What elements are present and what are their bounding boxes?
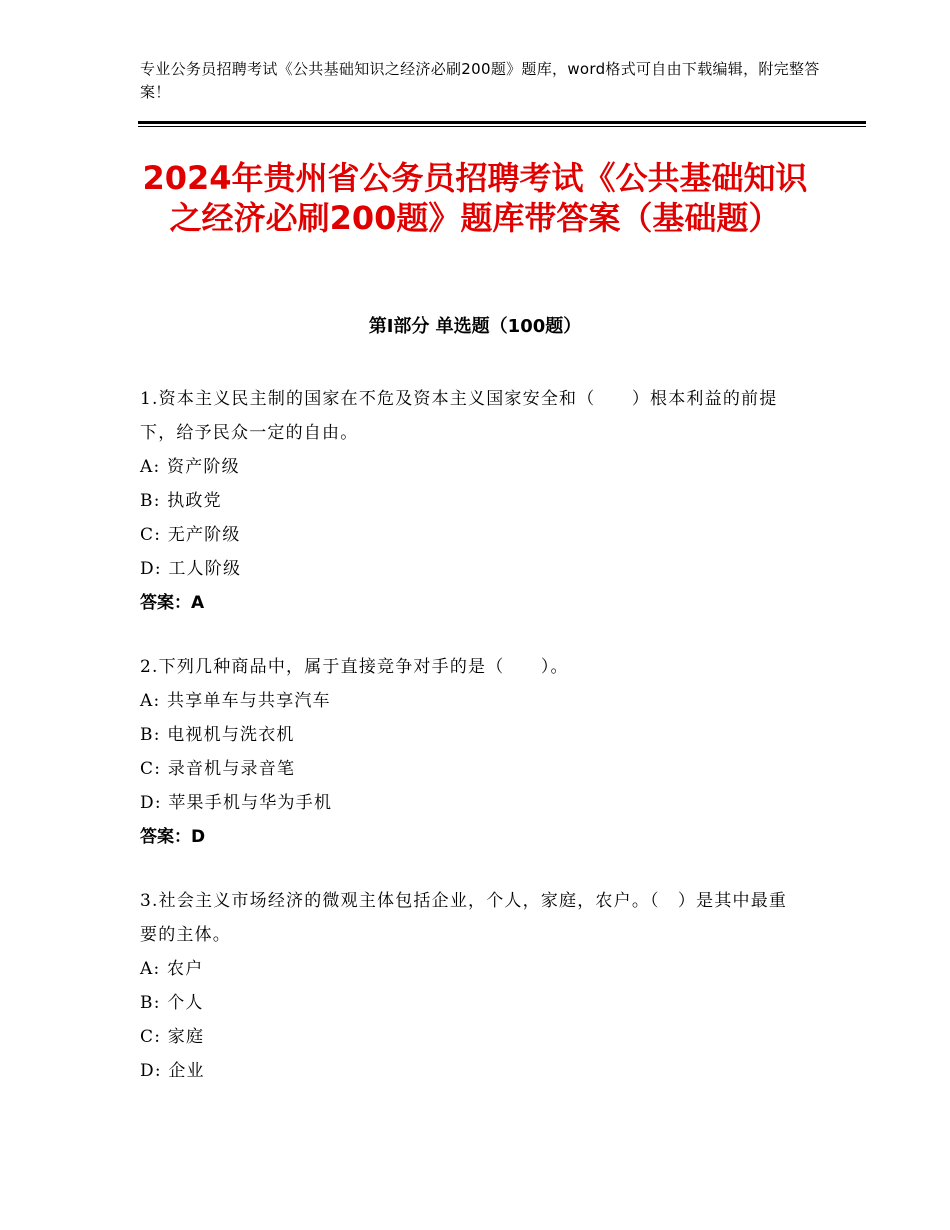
option-d: D: 苹果手机与华为手机 bbox=[140, 793, 333, 813]
option-a: A: 共享单车与共享汽车 bbox=[140, 691, 331, 711]
option-b: B: 电视机与洗衣机 bbox=[140, 725, 295, 745]
document-title: 2024年贵州省公务员招聘考试《公共基础知识之经济必刷200题》题库带答案（基础题） bbox=[142, 159, 808, 237]
question-text: 1.资本主义民主制的国家在不危及资本主义国家安全和（ ）根本利益的前提下，给予民众一定的自由。 bbox=[140, 389, 778, 443]
header-rule-thin bbox=[138, 126, 866, 127]
option-c: C: 无产阶级 bbox=[140, 525, 241, 545]
question-list bbox=[140, 382, 800, 1118]
answer: 答案：D bbox=[140, 827, 206, 847]
question-1 bbox=[140, 382, 800, 620]
question-2 bbox=[140, 650, 800, 854]
question-text: 3.社会主义市场经济的微观主体包括企业，个人，家庭，农户。（ ）是其中最重要的主体。 bbox=[140, 891, 788, 945]
question-3 bbox=[140, 884, 800, 1088]
option-d: D: 工人阶级 bbox=[140, 559, 242, 579]
option-c: C: 家庭 bbox=[140, 1027, 205, 1047]
option-b: B: 个人 bbox=[140, 993, 204, 1013]
option-d: D: 企业 bbox=[140, 1061, 205, 1081]
header-note: 专业公务员招聘考试《公共基础知识之经济必刷200题》题库，word格式可自由下载编辑，附完整答案！ bbox=[140, 60, 820, 101]
header-rule-thick bbox=[138, 121, 866, 124]
option-a: A: 资产阶级 bbox=[140, 457, 240, 477]
option-c: C: 录音机与录音笔 bbox=[140, 759, 296, 779]
option-a: A: 农户 bbox=[140, 959, 204, 979]
option-b: B: 执政党 bbox=[140, 491, 222, 511]
question-text: 2.下列几种商品中，属于直接竞争对手的是（ ）。 bbox=[140, 657, 569, 677]
answer: 答案：A bbox=[140, 593, 205, 613]
section-title: 第Ⅰ部分 单选题（100题） bbox=[368, 316, 582, 337]
